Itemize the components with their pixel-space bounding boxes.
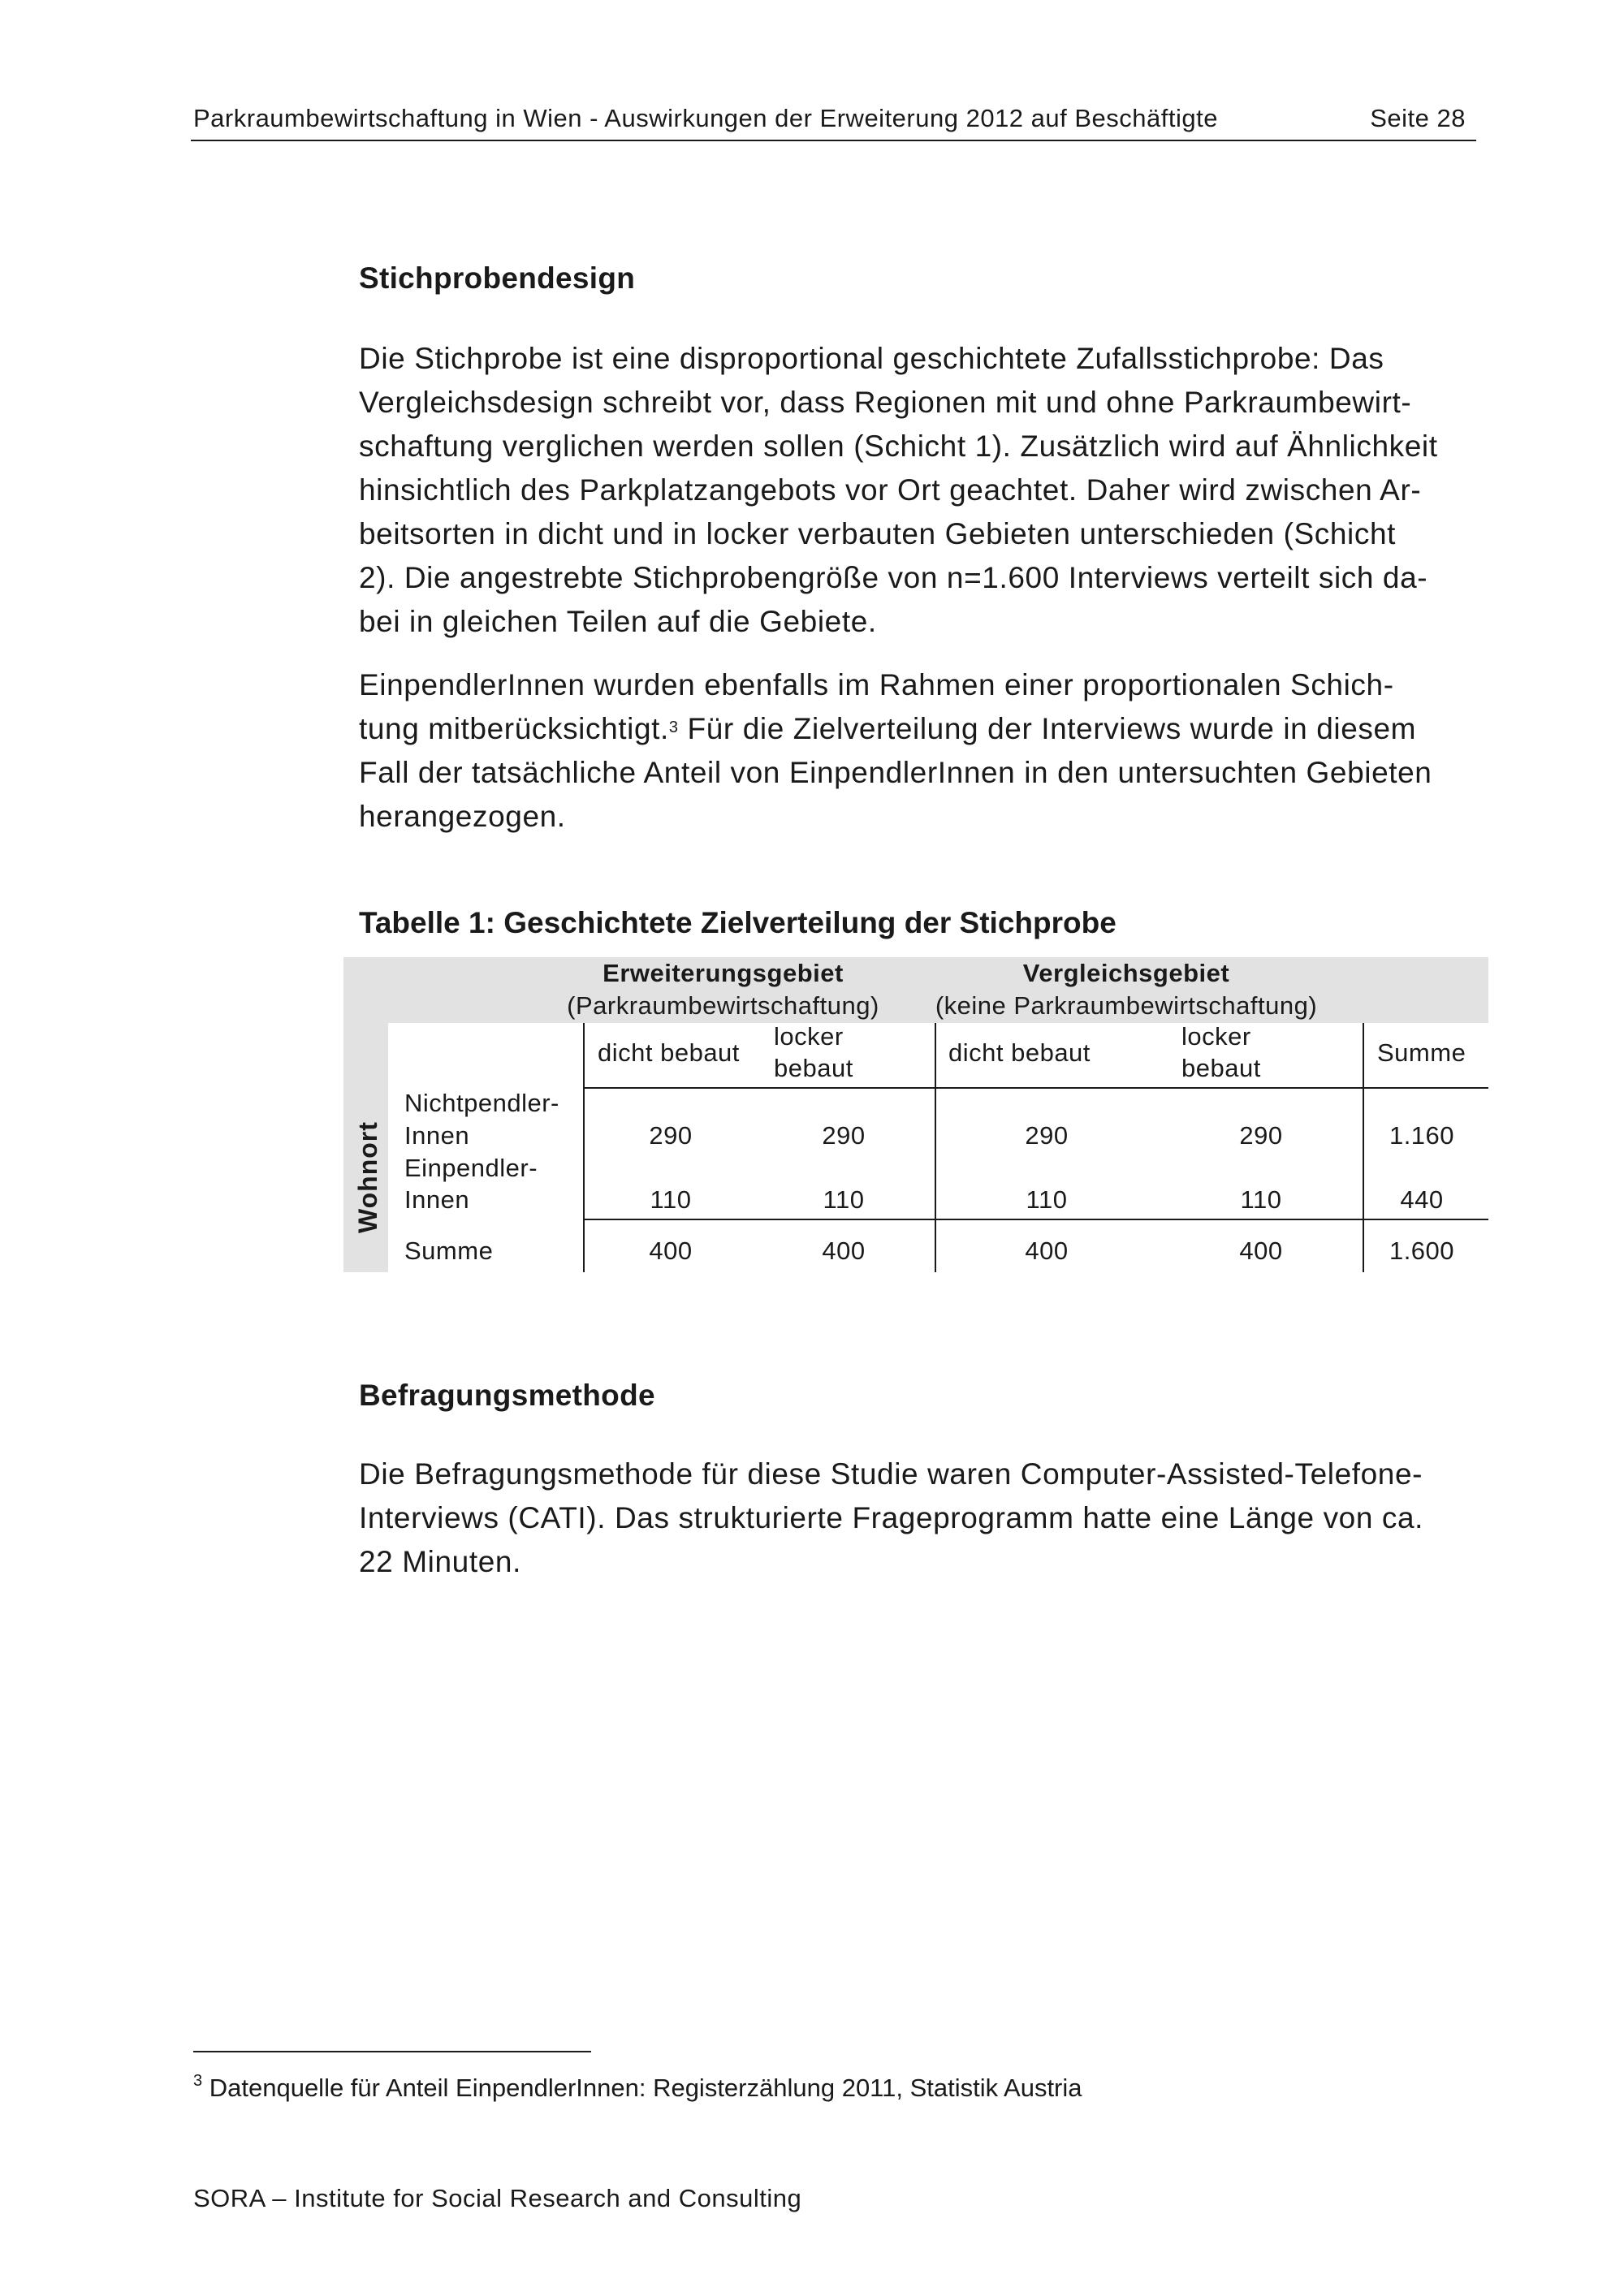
column-header-bebaut: bebaut xyxy=(774,1054,853,1082)
para-line: 2). Die angestrebte Stichprobengröße von n=1.600 Interviews verteilt sich da- xyxy=(359,561,1428,594)
table-cell: 1.600 xyxy=(1389,1236,1455,1265)
para-line: beitsorten in dicht und in locker verbauten Gebieten unterschieden (Schicht xyxy=(359,517,1397,550)
para-line xyxy=(359,707,1475,751)
paragraph-befragungsmethode xyxy=(359,1452,1475,1584)
table-hline xyxy=(583,1219,1488,1220)
group-header-vergleichsgebiet: Vergleichsgebiet xyxy=(1022,959,1230,987)
table-cell: 110 xyxy=(1026,1185,1068,1214)
footnote xyxy=(193,2074,1082,2103)
para-text: Für die Zielverteilung der Interviews wurde in diesem xyxy=(678,712,1417,745)
table-cell: 290 xyxy=(822,1121,866,1150)
paragraph-einpendler xyxy=(359,663,1475,839)
footnote-rule xyxy=(193,2051,591,2052)
para-text: tung mitberücksichtigt. xyxy=(359,712,669,745)
footnote-text: Datenquelle für Anteil EinpendlerInnen: Registerzählung 2011, Statistik Austria xyxy=(202,2074,1082,2102)
row-label: Nichtpendler- xyxy=(404,1089,559,1117)
column-header-summe: Summe xyxy=(1377,1038,1466,1067)
group-subheader-erweiterungsgebiet: (Parkraumbewirtschaftung) xyxy=(567,991,879,1020)
row-label: Innen xyxy=(404,1185,470,1214)
header-rule xyxy=(191,140,1476,141)
side-label-wohnort: Wohnort xyxy=(353,1121,382,1233)
table-cell: 400 xyxy=(649,1236,693,1265)
table-caption: Tabelle 1: Geschichtete Zielverteilung der Stichprobe xyxy=(359,906,1116,939)
para-line: Fall der tatsächliche Anteil von EinpendlerInnen in den untersuchten Gebieten xyxy=(359,756,1432,789)
para-line: herangezogen. xyxy=(359,800,566,833)
group-subheader-vergleichsgebiet: (keine Parkraumbewirtschaftung) xyxy=(935,991,1318,1020)
para-line: Die Stichprobe ist eine disproportional geschichtete Zufallsstichprobe: Das xyxy=(359,342,1384,375)
footnote-number: 3 xyxy=(193,2072,203,2090)
section-heading-stichprobendesign: Stichprobendesign xyxy=(359,261,636,295)
table-cell: 290 xyxy=(1025,1121,1069,1150)
table-cell: 400 xyxy=(1239,1236,1283,1265)
paragraph-stichprobe xyxy=(359,337,1475,644)
table-vline xyxy=(583,1023,585,1272)
para-line: bei in gleichen Teilen auf die Gebiete. xyxy=(359,605,877,638)
para-line: EinpendlerInnen wurden ebenfalls im Rahmen einer proportionalen Schich- xyxy=(359,668,1394,701)
sample-distribution-table xyxy=(343,957,1488,1272)
table-hline xyxy=(583,1087,1488,1089)
table-cell: 290 xyxy=(649,1121,693,1150)
para-line: Interviews (CATI). Das strukturierte Frageprogramm hatte eine Länge von ca. xyxy=(359,1501,1424,1534)
table-cell: 1.160 xyxy=(1389,1121,1455,1150)
column-header-dicht-bebaut: dicht bebaut xyxy=(598,1038,740,1067)
section-heading-befragungsmethode: Befragungsmethode xyxy=(359,1379,655,1412)
footnote-reference[interactable]: 3 xyxy=(668,719,679,736)
para-line: Vergleichsdesign schreibt vor, dass Regionen mit und ohne Parkraumbewirt- xyxy=(359,386,1412,419)
table-cell: 290 xyxy=(1239,1121,1283,1150)
para-line: Die Befragungsmethode für diese Studie waren Computer-Assisted-Telefone- xyxy=(359,1457,1423,1491)
group-header-erweiterungsgebiet: Erweiterungsgebiet xyxy=(603,959,844,987)
table-cell: 110 xyxy=(650,1185,692,1214)
table-cell: 110 xyxy=(823,1185,865,1214)
row-label: Innen xyxy=(404,1121,470,1150)
column-header-locker: locker xyxy=(774,1022,844,1051)
column-header-locker: locker xyxy=(1181,1022,1251,1051)
table-cell: 440 xyxy=(1400,1185,1444,1214)
page-number: Seite 28 xyxy=(1370,104,1466,132)
running-header-title: Parkraumbewirtschaftung in Wien - Auswirkungen der Erweiterung 2012 auf Beschäftigte xyxy=(193,104,1218,132)
table-vline xyxy=(935,1023,936,1272)
row-label: Summe xyxy=(404,1236,494,1265)
column-header-dicht-bebaut: dicht bebaut xyxy=(948,1038,1091,1067)
table-cell: 400 xyxy=(822,1236,866,1265)
row-label: Einpendler- xyxy=(404,1154,538,1182)
table-cell: 110 xyxy=(1240,1185,1282,1214)
para-line: hinsichtlich des Parkplatzangebots vor Ort geachtet. Daher wird zwischen Ar- xyxy=(359,473,1422,507)
page-footer: SORA – Institute for Social Research and Consulting xyxy=(193,2184,802,2212)
para-line: schaftung verglichen werden sollen (Schicht 1). Zusätzlich wird auf Ähnlichkeit xyxy=(359,429,1438,463)
para-line: 22 Minuten. xyxy=(359,1545,521,1578)
column-header-bebaut: bebaut xyxy=(1181,1054,1261,1082)
table-cell: 400 xyxy=(1025,1236,1069,1265)
